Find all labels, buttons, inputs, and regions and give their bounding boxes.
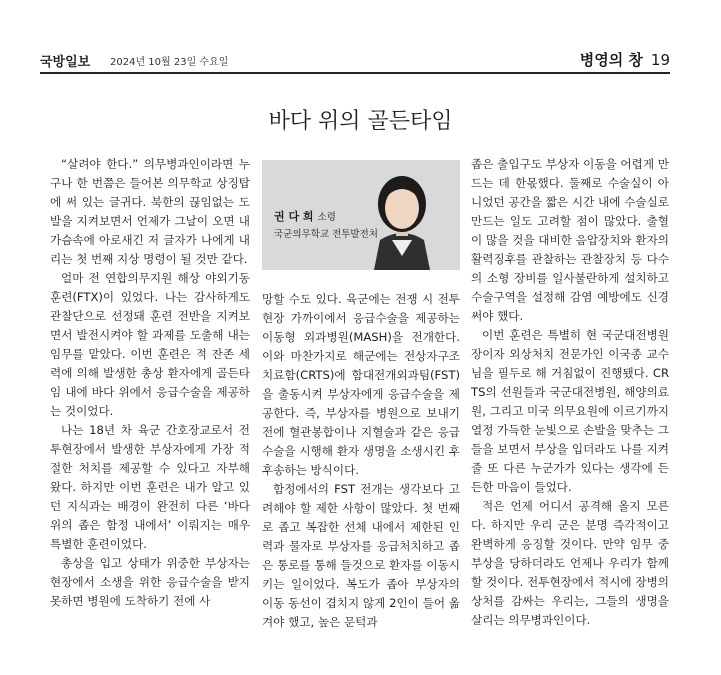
paragraph: 나는 18년 차 육군 간호장교로서 전투현장에서 발생한 부상자에게 가장 적절한 처치를 제공할 수 있다고 자부해 왔다. 하지만 이번 훈련은 내가 알고 있던 지식과는 배경이 완전히 다른 ‘바다 위의 좁은 함정 내에서’ 이뤄지는 매우 특별한 훈련이었다. [50,423,250,551]
paragraph: 총상을 입고 상태가 위중한 부상자는 현장에서 소생을 위한 응급수술을 받지 못하면 병원에 도착하기 전에 사 [50,556,250,608]
section-name: 병영의 창 [579,51,643,69]
author-rank: 소령 [317,212,336,223]
article-column-1 [50,155,250,611]
paragraph: 좁은 출입구도 부상자 이동을 어렵게 만드는 데 한몫했다. 둘째로 수술실이 아니었던 공간을 짧은 시간 내에 수술실로 만드는 일도 고려할 점이 많았다. 출혈이 많을 것을 대비한 음압장치와 환자의 활력징후를 관찰하는 관찰장치 등 다수의 소형 장비를 일사불란하게 설치하고 수술구역을 설정해 감염 예방에도 신경 써야 했다. [471,157,669,323]
paragraph: “살려야 한다.” 의무병과인이라면 누구나 한 번쯤은 들어본 의무학교 상징탑에 써 있는 글귀다. 북한의 끊임없는 도발을 지켜보면서 언제가 그날이 오면 내 가슴속에 아로새긴 저 글자가 나에게 내리는 첫 번째 지상 명령이 될 것만 같다. [50,157,250,266]
article-column-3 [471,155,669,630]
author-name-caption [274,208,336,224]
paragraph: 함정에서의 FST 전개는 생각보다 고려해야 할 제한 사항이 많았다. 첫 번째로 좁고 복잡한 선체 내에서 제한된 인력과 물자로 부상자를 응급처치하고 좁은 통로를 통해 들것으로 환자를 이동시키는 일이었다. 복도가 좁아 부상자의 이동 동선이 겹치지 않게 2인이 들어 옮겨야 했고, 높은 문턱과 [262,482,460,629]
section-label [580,49,670,70]
paragraph: 망할 수도 있다. 육군에는 전쟁 시 전투현장 가까이에서 응급수술을 제공하는 이동형 외과병원(MASH)을 전개한다. 이와 마찬가지로 해군에는 전상자구조 치료함(CRTS)에 함대전개외과팀(FST)을 출동시켜 부상자에게 응급수술을 제공한다. 즉, 부상자를 병원으로 보내기 전에 혈관봉합이나 지혈술과 같은 응급수술을 시행해 환자 생명을 소생시킨 후 후송하는 방식이다. [262,292,460,477]
page-number: 19 [650,51,670,69]
article-column-2 [262,290,460,632]
masthead [40,48,670,70]
header-divider [40,72,670,74]
newspaper-name: 국방일보 [40,55,91,70]
author-name: 권 다 희 [274,210,314,223]
issue-date: 2024년 10월 23일 수요일 [110,57,229,68]
author-organization: 국군의무학교 전투발전처 [274,229,378,240]
paragraph: 적은 언제 어디서 공격해 올지 모른다. 하지만 우리 군은 분명 즉각적이고 완벽하게 응징할 것이다. 만약 임무 중 부상을 당하더라도 언제나 우리가 함께 할 것이다. 전투현장에서 적시에 장병의 상처를 감싸는 우리는, 그들의 생명을 살리는 의무병과인이다. [471,499,669,627]
article-title: 바다 위의 골든타임 [268,109,453,134]
paragraph: 이번 훈련은 특별히 현 국군대전병원장이자 외상처치 전문가인 이국종 교수님을 필두로 해 거침없이 진행됐다. CRTS의 선원들과 국군대전병원, 해양의료원, 그리고 미국 의무요원에 이르기까지 열정 가득한 눈빛으로 손발을 맞추는 그들을 보면서 부상을 입더라도 나를 지켜줄 또 다른 누군가가 있다는 생각에 든든한 마음이 들었다. [471,328,669,494]
paragraph: 얼마 전 연합의무지원 해상 야외기동훈련(FTX)이 있었다. 나는 감사하게도 관찰단으로 선정돼 훈련 전반을 지켜보면서 발전시켜야 할 과제를 도출해 내는 임무를 맡았다. 이번 훈련은 적 잔존 세력에 의해 발생한 총상 환자에게 골든타임 내에 바다 위에서 응급수술을 제공하는 것이었다. [50,271,250,418]
author-photo [262,160,460,270]
